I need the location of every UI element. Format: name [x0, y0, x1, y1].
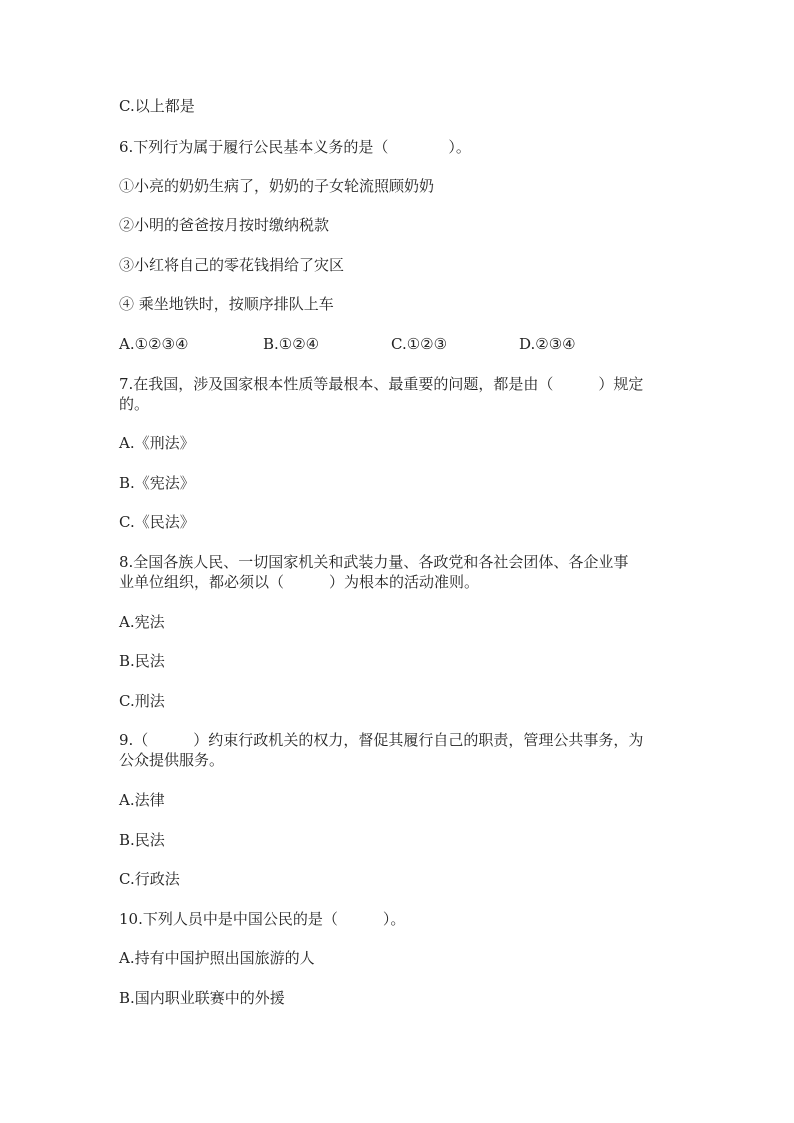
- question-9-option-b: B.民法: [119, 831, 165, 849]
- question-10-option-b: B.国内职业联赛中的外援: [119, 989, 285, 1007]
- question-8-option-a: A.宪法: [119, 613, 165, 631]
- question-7-option-c: C.《民法》: [119, 513, 195, 531]
- question-10-option-a: A.持有中国护照出国旅游的人: [119, 949, 315, 967]
- question-6-option-a: A.①②③④: [119, 335, 189, 353]
- question-6-option-d: D.②③④: [519, 335, 576, 353]
- question-8-stem-line-1: 8.全国各族人民、一切国家机关和武装力量、各政党和各社会团体、各企业事: [119, 553, 629, 571]
- question-7-stem-line-2: 的。: [119, 395, 150, 413]
- question-8-option-c: C.刑法: [119, 692, 165, 710]
- question-7-option-a: A.《刑法》: [119, 434, 195, 452]
- question-6-statement-4: ④ 乘坐地铁时，按顺序排队上车: [119, 295, 334, 313]
- question-6-statement-1: ①小亮的奶奶生病了，奶奶的子女轮流照顾奶奶: [119, 177, 435, 195]
- question-6-stem: 6.下列行为属于履行公民基本义务的是（ ）。: [119, 138, 471, 156]
- question-7-stem-line-1: 7.在我国，涉及国家根本性质等最根本、最重要的问题，都是由（ ）规定: [119, 375, 644, 393]
- question-9-option-a: A.法律: [119, 791, 165, 809]
- question-8-stem-line-2: 业单位组织，都必须以（ ）为根本的活动准则。: [119, 573, 480, 591]
- question-9-stem-line-2: 公众提供服务。: [119, 751, 225, 769]
- question-8-option-b: B.民法: [119, 652, 165, 670]
- question-10-stem: 10.下列人员中是中国公民的是（ ）。: [119, 910, 406, 928]
- question-6-statement-3: ③小红将自己的零花钱捐给了灾区: [119, 256, 345, 274]
- question-6-options: [119, 334, 679, 354]
- q5-option-c: C.以上都是: [119, 97, 195, 115]
- question-6-option-b: B.①②④: [263, 335, 320, 353]
- question-7-option-b: B.《宪法》: [119, 474, 195, 492]
- question-9-option-c: C.行政法: [119, 870, 180, 888]
- question-6-statement-2: ②小明的爸爸按月按时缴纳税款: [119, 216, 330, 234]
- question-9-stem-line-1: 9.（ ）约束行政机关的权力，督促其履行自己的职责，管理公共事务，为: [119, 731, 644, 749]
- question-6-option-c: C.①②③: [391, 335, 448, 353]
